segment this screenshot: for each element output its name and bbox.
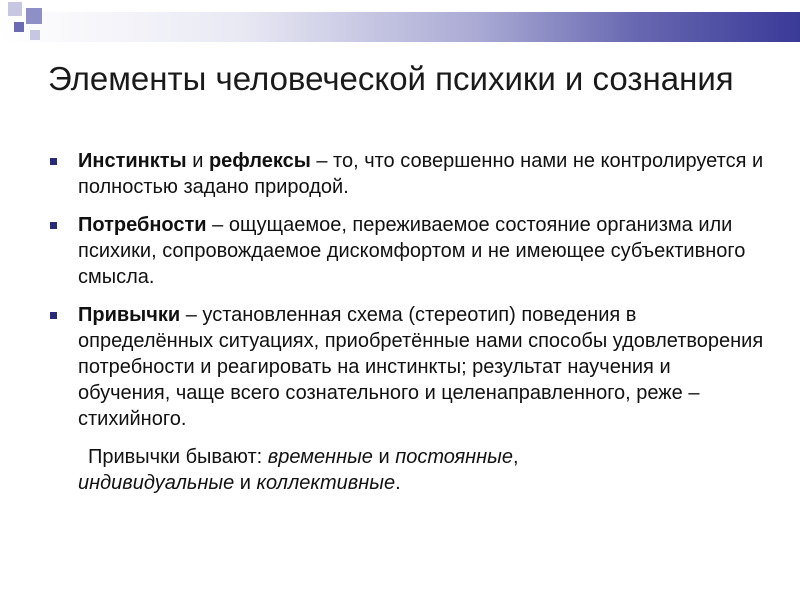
term-instincts: Инстинкты <box>78 150 187 172</box>
bullet-habits <box>48 302 768 432</box>
square-bullet-icon <box>50 222 57 229</box>
habit-type-temporary: временные <box>267 446 373 468</box>
bullet-instincts <box>48 148 768 200</box>
note-comma: , <box>513 446 519 468</box>
decor-square <box>14 22 24 32</box>
joiner-text: и <box>186 150 209 172</box>
term-needs: Потребности <box>78 214 207 236</box>
square-bullet-icon <box>50 312 57 319</box>
square-bullet-icon <box>50 158 57 165</box>
bullet-text: – установленная схема (стереотип) поведения в определённых ситуациях, приобретённые нами способы удовлетворения потребности и реагировать на инстинкты; результат научения и обучения, чаще всего сознательного и целенаправленного, реже – стихийного. <box>78 304 764 430</box>
note-lead: Привычки бывают: <box>88 446 268 468</box>
decor-square <box>30 30 40 40</box>
habit-type-individual: индивидуальные <box>78 472 235 494</box>
habits-types-note <box>48 444 768 470</box>
bullet-list <box>48 148 768 496</box>
slide-title: Элементы человеческой психики и сознания <box>48 60 734 97</box>
note-end: . <box>395 472 401 494</box>
note-and: и <box>234 472 257 494</box>
bullet-needs <box>48 212 768 290</box>
header-gradient-bar <box>0 12 800 42</box>
bullet-text: – то, что совершенно нами не контролируется и полностью задано природой. <box>78 150 764 198</box>
bullet-text: – ощущаемое, переживаемое состояние организма или психики, сопровождаемое дискомфортом и не имеющее субъективного смысла. <box>78 214 746 288</box>
term-habits: Привычки <box>78 304 181 326</box>
habits-types-note-line2 <box>48 470 768 496</box>
decor-square <box>26 8 42 24</box>
term-reflexes: рефлексы <box>208 150 311 172</box>
note-and: и <box>372 446 396 468</box>
habit-type-collective: коллективные <box>256 472 396 494</box>
decor-square <box>8 2 22 16</box>
habit-type-permanent: постоянные <box>395 446 514 468</box>
